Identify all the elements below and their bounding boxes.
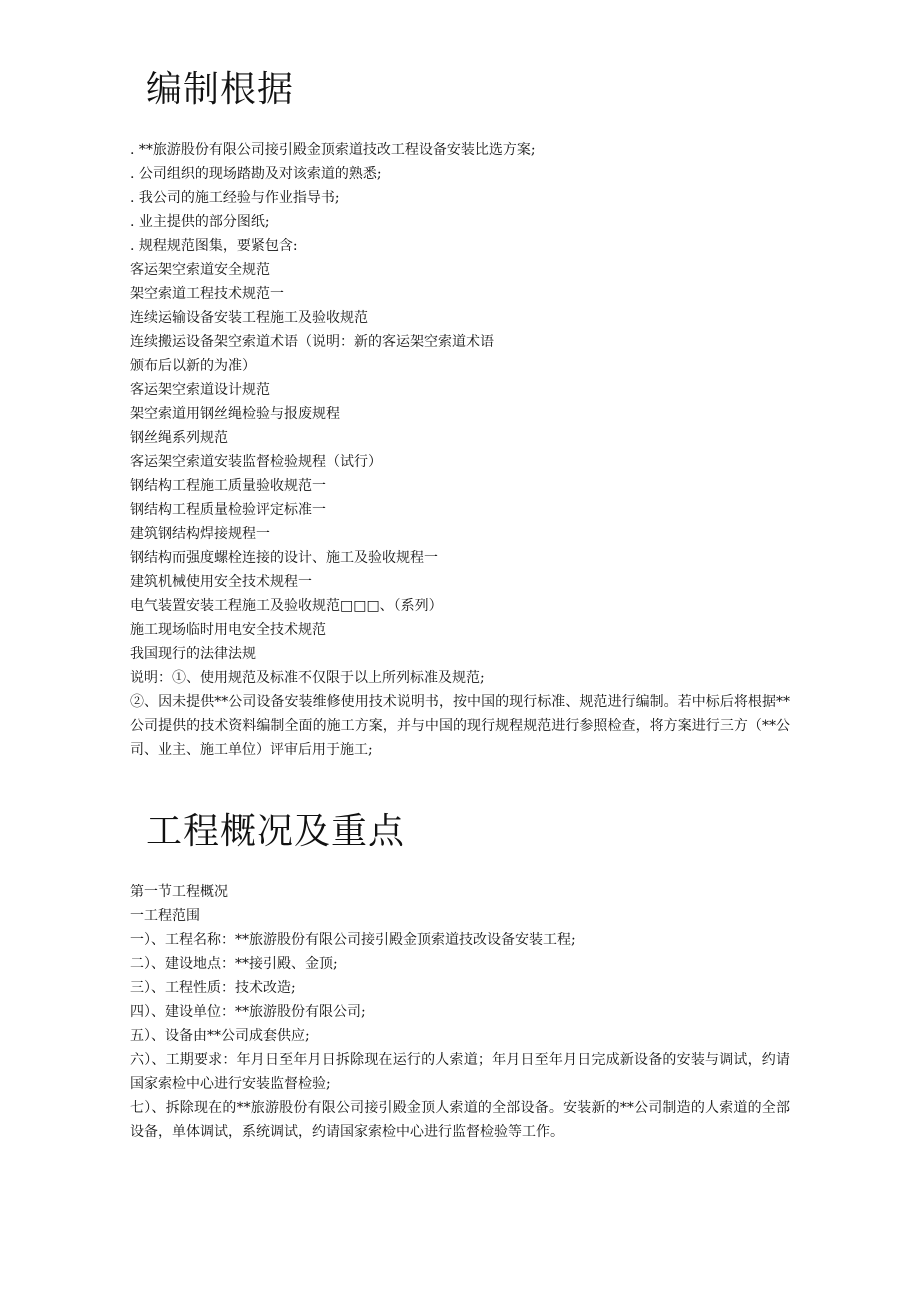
standard-item: 钢结构而强度螺栓连接的设计、施工及验收规程一 [130, 550, 438, 566]
overview-item: 五）、设备由**公司成套供应; [130, 1028, 310, 1044]
standard-item: 连续搬运设备架空索道术语（说明：新的客运架空索道术语 [130, 334, 494, 350]
standard-item: 客运架空索道安装监督检验规程（试行） [130, 454, 382, 470]
standard-item: 钢丝绳系列规范 [130, 430, 228, 446]
schedule-paragraph: 六）、工期要求：年月日至年月日拆除现在运行的人索道；年月日至年月日完成新设备的安装与调试，约请国家索检中心进行安装监督检验; [130, 1052, 790, 1092]
basis-line: . 规程规范图集，要紧包含: [130, 238, 298, 254]
standard-item: 架空索道用钢丝绳检验与报废规程 [130, 406, 340, 422]
overview-item: 二）、建设地点：**接引殿、金顶; [130, 956, 338, 972]
standard-item: 建筑机械使用安全技术规程一 [130, 574, 312, 590]
basis-line: . 公司组织的现场踏勘及对该索道的熟悉; [130, 166, 382, 182]
section-heading-overview: 工程概况及重点 [146, 811, 406, 852]
overview-section [130, 880, 790, 1144]
basis-line: . 业主提供的部分图纸; [130, 214, 270, 230]
subsection-title: 第一节工程概况 [130, 884, 228, 900]
standard-item: 客运架空索道设计规范 [130, 382, 270, 398]
basis-line: . **旅游股份有限公司接引殿金顶索道技改工程设备安装比选方案; [130, 142, 536, 158]
standard-item: 施工现场临时用电安全技术规范 [130, 622, 326, 638]
scope-title: 一工程范围 [130, 908, 200, 924]
standard-item: 我国现行的法律法规 [130, 646, 256, 662]
standard-item: 架空索道工程技术规范一 [130, 286, 284, 302]
standard-item: 钢结构工程质量检验评定标准一 [130, 502, 326, 518]
overview-item: 四）、建设单位：**旅游股份有限公司; [130, 1004, 366, 1020]
basis-line: . 我公司的施工经验与作业指导书; [130, 190, 340, 206]
work-content-paragraph: 七）、拆除现在的**旅游股份有限公司接引殿金顶人索道的全部设备。安装新的**公司制造的人索道的全部设备，单体调试，系统调试，约请国家索检中心进行监督检验等工作。 [130, 1100, 790, 1140]
note-paragraph: ②、因未提供**公司设备安装维修使用技术说明书，按中国的现行标准、规范进行编制。若中标后将根据**公司提供的技术资料编制全面的施工方案，并与中国的现行规程规范进行参照检查，将方案进行三方（**公司、业主、施工单位）评审后用于施工; [130, 694, 790, 758]
standard-item: 钢结构工程施工质量验收规范一 [130, 478, 326, 494]
overview-item: 三）、工程性质：技术改造; [130, 980, 296, 996]
section-heading-basis: 编制根据 [146, 69, 295, 110]
standard-item: 客运架空索道安全规范 [130, 262, 270, 278]
standard-item: 建筑钢结构焊接规程一 [130, 526, 270, 542]
standard-item: 连续运输设备安装工程施工及验收规范 [130, 310, 368, 326]
note-line: 说明：①、使用规范及标准不仅限于以上所列标准及规范; [130, 670, 485, 686]
standard-item: 颁布后以新的为准） [130, 358, 256, 374]
basis-section [130, 138, 790, 762]
standard-item: 电气装置安装工程施工及验收规范□□□、（系列） [130, 598, 443, 614]
overview-item: 一）、工程名称：**旅游股份有限公司接引殿金顶索道技改设备安装工程; [130, 932, 576, 948]
